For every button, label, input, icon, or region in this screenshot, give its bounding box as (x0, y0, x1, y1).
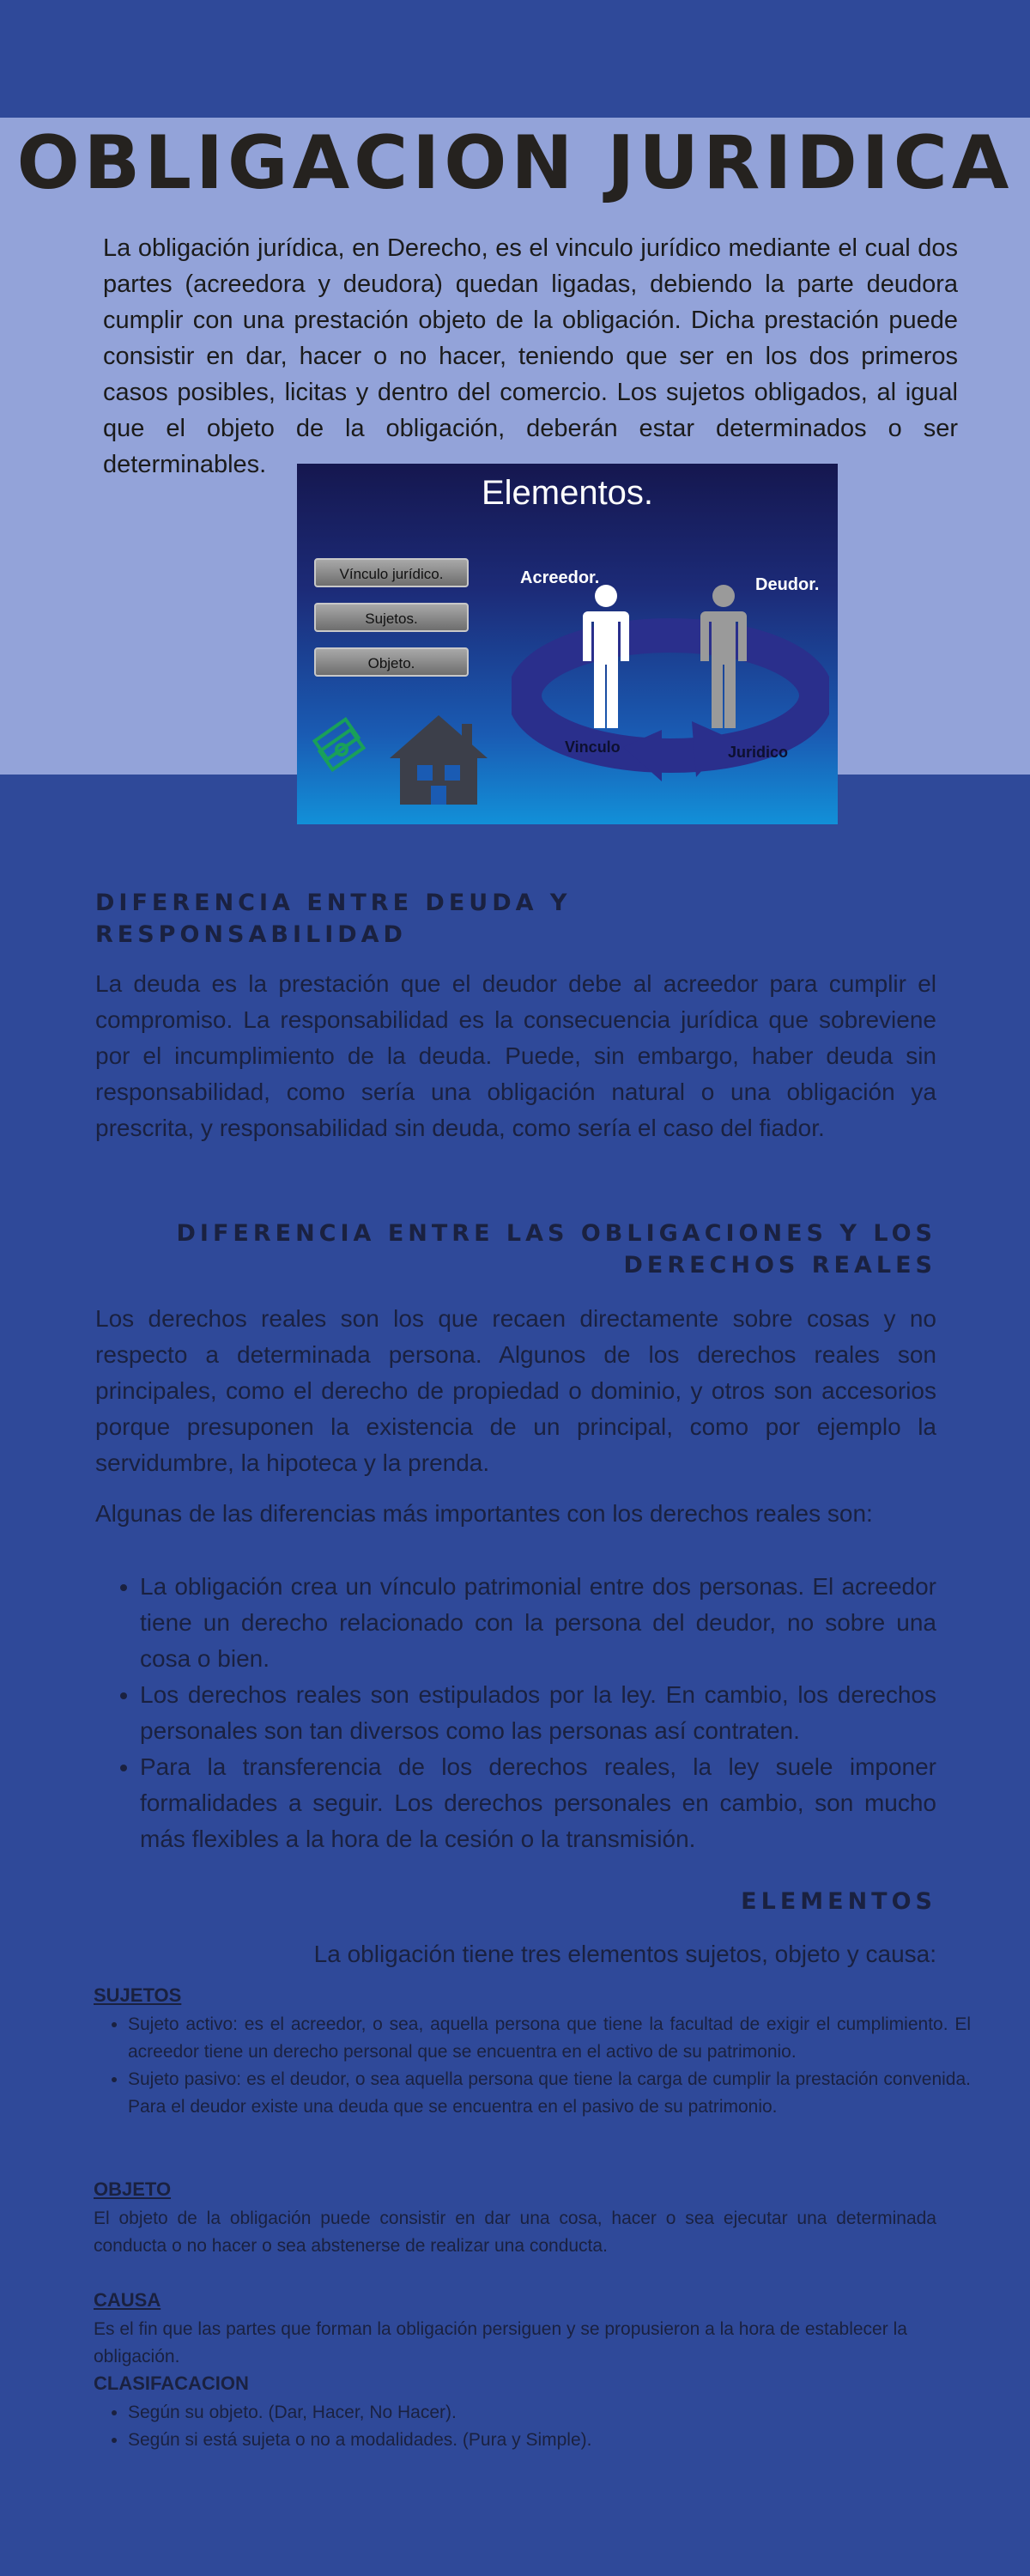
elements-diagram (297, 464, 838, 824)
reales-list-intro: Algunas de las diferencias más importantes con los derechos reales son: (95, 1500, 873, 1527)
elementos-lead: La obligación tiene tres elementos sujetos, objeto y causa: (313, 1941, 936, 1967)
list-item: • Según su objeto. (Dar, Hacer, No Hacer). (128, 2399, 971, 2427)
top-band (0, 0, 1030, 118)
reales-heading (95, 1218, 936, 1281)
reales-paragraph: Los derechos reales son los que recaen directamente sobre cosas y no respecto a determinada persona. Algunos de los derechos reales son principales, como el derecho de propiedad o dominio, y otros son accesorios porque presuponen la existencia de un principal, como por ejemplo la servidumbre, la hipoteca y la prenda. (95, 1305, 936, 1476)
vinculo-label: Vinculo (565, 738, 621, 756)
deuda-heading (95, 887, 696, 951)
deudor-label: Deudor. (755, 575, 820, 594)
list-item: • Los derechos reales son estipulados por la ley. En cambio, los derechos personales son tan diversos como las personas así contraten. (140, 1677, 936, 1749)
elements-diagram-title: Elementos. (481, 474, 654, 512)
acreedor-person-icon (576, 584, 636, 730)
reales-heading-line2: DERECHOS REALES (623, 1252, 936, 1279)
juridico-label: Juridico (728, 744, 789, 761)
causa-paragraph: Es el fin que las partes que forman la obligación persiguen y se propusieron a la hora de establecer la obligación. (94, 2319, 907, 2366)
cycle-arrow-icon (512, 601, 829, 790)
list-item: • La obligación crea un vínculo patrimonial entre dos personas. El acreedor tiene un derecho relacionado con la persona del deudor, no sobre una cosa o bien. (140, 1569, 936, 1677)
deuda-heading-line1: DIFERENCIA ENTRE DEUDA Y (95, 890, 572, 916)
objeto-heading: OBJETO (94, 2178, 172, 2200)
deuda-paragraph: La deuda es la prestación que el deudor debe al acreedor para cumplir el compromiso. La responsabilidad es la consecuencia jurídica que sobreviene por el incumplimiento de la deuda. Puede, sin embargo, haber deuda sin responsabilidad, como sería una obligación natural o una obligación ya prescrita, y responsabilidad sin deuda, como sería el caso del fiador. (95, 970, 936, 1141)
clasificacion-heading: CLASIFACACION (94, 2372, 249, 2394)
sujetos-heading: SUJETOS (94, 1984, 182, 2006)
deudor-person-icon (694, 584, 754, 730)
vinculo-juridico-button: Vínculo jurídico. (314, 558, 469, 587)
list-item: • Sujeto pasivo: es el deudor, o sea aquella persona que tiene la carga de cumplir la prestación convenida. Para el deudor existe una deuda que se encuentra en el pasivo de su patrimonio. (128, 2066, 971, 2121)
elementos-heading: ELEMENTOS (741, 1888, 936, 1915)
objeto-button: Objeto. (314, 647, 469, 677)
causa-heading: CAUSA (94, 2289, 161, 2311)
clasificacion-list (94, 2399, 971, 2454)
list-item: • Para la transferencia de los derechos reales, la ley suele imponer formalidades a seguir. Los derechos personales en cambio, son mucho más flexibles a la hora de la cesión o la transmisión. (140, 1749, 936, 1857)
list-item: • Según si está sujeta o no a modalidades. (Pura y Simple). (128, 2427, 971, 2454)
objeto-paragraph: El objeto de la obligación puede consistir en dar una cosa, hacer o sea ejecutar una determinada conducta o no hacer o sea abstenerse de realizar una conducta. (94, 2208, 936, 2256)
sujetos-button: Sujetos. (314, 603, 469, 632)
reales-heading-line1: DIFERENCIA ENTRE LAS OBLIGACIONES Y LOS (176, 1220, 936, 1247)
list-item: • Sujeto activo: es el acreedor, o sea, aquella persona que tiene la facultad de exigir el cumplimiento. El acreedor tiene un derecho personal que se encuentra en el activo de su patrimonio. (128, 2011, 971, 2066)
reales-differences-list (95, 1569, 936, 1857)
deuda-heading-line2: RESPONSABILIDAD (95, 921, 407, 948)
house-icon (383, 708, 494, 811)
page-title: OBLIGACION JURIDICA (16, 120, 1014, 206)
money-icon (306, 713, 374, 781)
sujetos-list (94, 2011, 971, 2121)
acreedor-label: Acreedor. (520, 568, 600, 587)
intro-paragraph: La obligación jurídica, en Derecho, es el vinculo jurídico mediante el cual dos partes (acreedora y deudora) quedan ligadas, debiendo la parte deudora cumplir con una prestación objeto de la obligación. Dicha prestación puede consistir en dar, hacer o no hacer, teniendo que ser en los dos primeros casos posibles, licitas y dentro del comercio. Los sujetos obligados, al igual que el objeto de la obligación, deberán estar determinados o ser determinables. (103, 234, 958, 478)
